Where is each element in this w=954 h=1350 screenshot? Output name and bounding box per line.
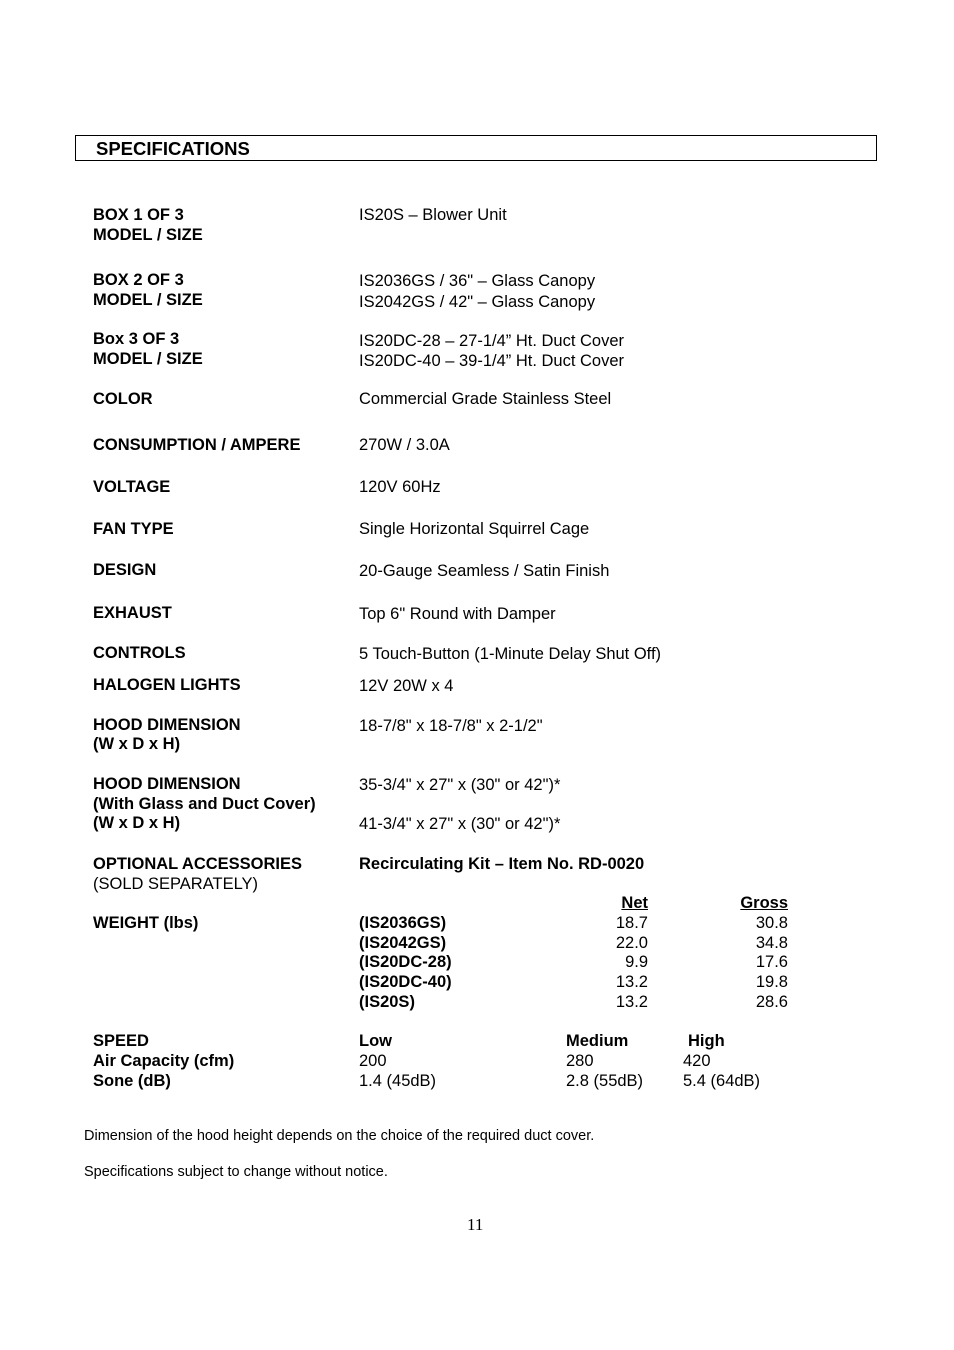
accessories-label: OPTIONAL ACCESSORIES	[93, 855, 303, 873]
weight-model: (IS20DC-40)	[359, 973, 452, 991]
sone-high: 5.4 (64dB)	[683, 1072, 761, 1090]
consumption-label: CONSUMPTION / AMPERE	[93, 436, 301, 454]
hood-dimension-value: 18-7/8" x 18-7/8" x 2-1/2"	[359, 717, 543, 735]
accessories-value: Recirculating Kit – Item No. RD-0020	[359, 855, 645, 873]
weight-model: (IS20DC-28)	[359, 953, 452, 971]
weight-net-header: Net	[621, 894, 648, 912]
halogen-label: HALOGEN LIGHTS	[93, 676, 241, 694]
section-title: SPECIFICATIONS	[96, 138, 250, 159]
box2-value-2: IS2042GS / 42" – Glass Canopy	[359, 293, 596, 311]
weight-net: 18.7	[615, 914, 648, 932]
weight-gross-header: Gross	[740, 894, 788, 912]
weight-gross: 34.8	[755, 934, 788, 952]
hood-dimension-glass-value-1: 35-3/4" x 27" x (30" or 42")*	[359, 776, 561, 794]
box1-model-label: MODEL / SIZE	[93, 226, 203, 244]
box2-model-label: MODEL / SIZE	[93, 291, 203, 309]
air-capacity-medium: 280	[566, 1052, 594, 1070]
speed-label: SPEED	[93, 1032, 149, 1050]
weight-gross: 17.6	[755, 953, 788, 971]
fan-type-label: FAN TYPE	[93, 520, 174, 538]
hood-dimension-glass-label: HOOD DIMENSION	[93, 775, 241, 793]
speed-high-header: High	[688, 1032, 725, 1050]
fan-type-value: Single Horizontal Squirrel Cage	[359, 520, 590, 538]
weight-model: (IS2042GS)	[359, 934, 447, 952]
footnote-change-notice: Specifications subject to change without notice.	[84, 1164, 388, 1180]
hood-dimension-glass-sublabel: (With Glass and Duct Cover)	[93, 795, 316, 813]
air-capacity-low: 200	[359, 1052, 387, 1070]
weight-gross: 19.8	[755, 973, 788, 991]
weight-model: (IS20S)	[359, 993, 415, 1011]
design-value: 20-Gauge Seamless / Satin Finish	[359, 562, 610, 580]
halogen-value: 12V 20W x 4	[359, 677, 454, 695]
exhaust-label: EXHAUST	[93, 604, 172, 622]
box3-value-2: IS20DC-40 – 39-1/4” Ht. Duct Cover	[359, 352, 625, 370]
color-label: COLOR	[93, 390, 153, 408]
box3-label: Box 3 OF 3	[93, 330, 180, 348]
page-number: 11	[467, 1215, 484, 1234]
air-capacity-high: 420	[683, 1052, 711, 1070]
hood-dimension-glass-value-2: 41-3/4" x 27" x (30" or 42")*	[359, 815, 561, 833]
accessories-sold-separately: (SOLD SEPARATELY)	[93, 875, 259, 893]
weight-gross: 28.6	[755, 993, 788, 1011]
hood-dimension-glass-unit-label: (W x D x H)	[93, 814, 181, 832]
controls-label: CONTROLS	[93, 644, 186, 662]
section-header-box	[75, 135, 877, 161]
exhaust-value: Top 6" Round with Damper	[359, 605, 556, 623]
weight-label: WEIGHT (lbs)	[93, 914, 199, 932]
weight-net: 13.2	[615, 973, 648, 991]
box2-value-1: IS2036GS / 36" – Glass Canopy	[359, 272, 596, 290]
speed-medium-header: Medium	[566, 1032, 629, 1050]
voltage-value: 120V 60Hz	[359, 478, 441, 496]
speed-low-header: Low	[359, 1032, 392, 1050]
box2-label: BOX 2 OF 3	[93, 271, 184, 289]
sone-low: 1.4 (45dB)	[359, 1072, 437, 1090]
controls-value: 5 Touch-Button (1-Minute Delay Shut Off)	[359, 645, 662, 663]
weight-gross: 30.8	[755, 914, 788, 932]
sone-label: Sone (dB)	[93, 1072, 171, 1090]
box1-label: BOX 1 OF 3	[93, 206, 184, 224]
weight-model: (IS2036GS)	[359, 914, 447, 932]
box3-model-label: MODEL / SIZE	[93, 350, 203, 368]
box3-value-1: IS20DC-28 – 27-1/4” Ht. Duct Cover	[359, 332, 625, 350]
footnote-dimension: Dimension of the hood height depends on the choice of the required duct cover.	[84, 1128, 595, 1144]
box1-value: IS20S – Blower Unit	[359, 206, 507, 224]
air-capacity-label: Air Capacity (cfm)	[93, 1052, 235, 1070]
hood-dimension-unit-label: (W x D x H)	[93, 735, 181, 753]
weight-net: 13.2	[615, 993, 648, 1011]
hood-dimension-label: HOOD DIMENSION	[93, 716, 241, 734]
color-value: Commercial Grade Stainless Steel	[359, 390, 612, 408]
weight-net: 9.9	[625, 953, 648, 971]
sone-medium: 2.8 (55dB)	[566, 1072, 644, 1090]
design-label: DESIGN	[93, 561, 157, 579]
consumption-value: 270W / 3.0A	[359, 436, 450, 454]
weight-net: 22.0	[615, 934, 648, 952]
voltage-label: VOLTAGE	[93, 478, 171, 496]
